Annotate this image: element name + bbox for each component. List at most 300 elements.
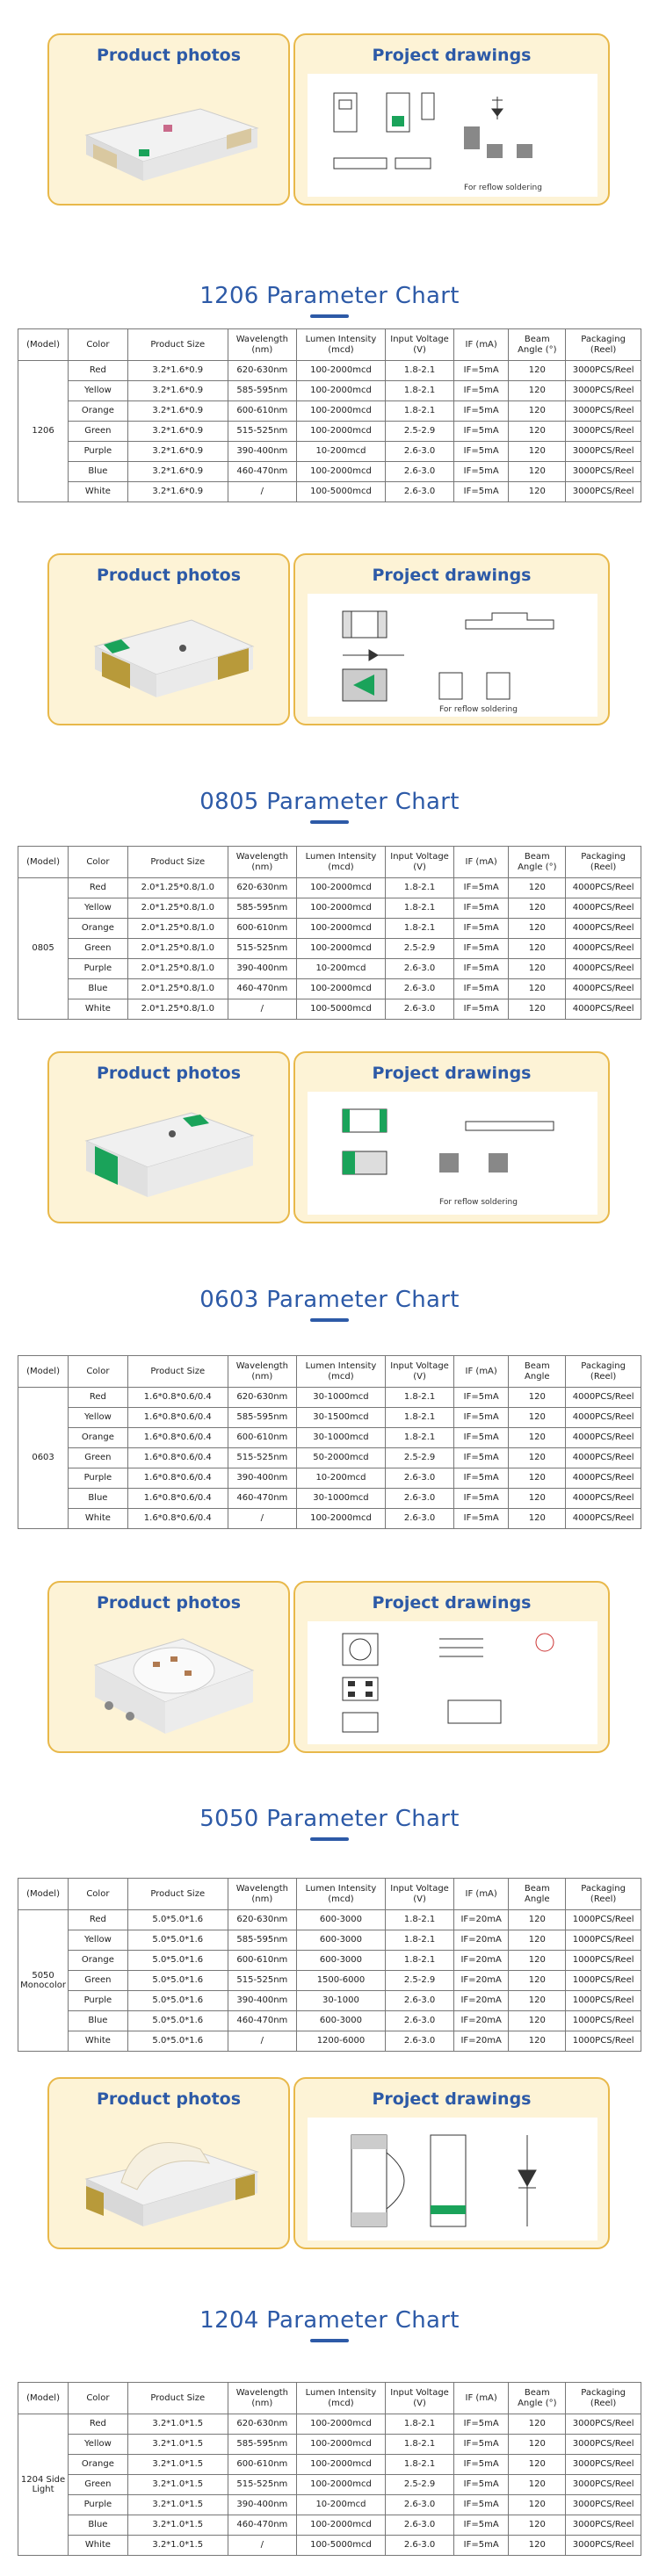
project-drawings-title: Project drawings <box>372 2089 532 2109</box>
table-cell: 515-525nm <box>228 422 296 442</box>
table-cell: 515-525nm <box>228 939 296 959</box>
title-underline <box>310 2339 349 2342</box>
table-row <box>18 2536 641 2556</box>
project-drawings-card <box>293 2077 610 2249</box>
table-cell: 120 <box>509 381 566 401</box>
table-cell: IF=20mA <box>454 1971 509 1991</box>
table-cell: 4000PCS/Reel <box>566 959 641 979</box>
table-cell: 2.6-3.0 <box>386 1489 454 1509</box>
table-cell: Blue <box>69 2515 128 2536</box>
table-cell: 1.8-2.1 <box>386 381 454 401</box>
table-cell: 1.8-2.1 <box>386 919 454 939</box>
product-photos-title: Product photos <box>96 1064 242 1083</box>
model-cell: 5050 Monocolor <box>18 1910 69 2052</box>
table-cell: IF=5mA <box>454 2414 509 2435</box>
table-cell: 600-3000 <box>296 1930 385 1951</box>
table-cell: 1.8-2.1 <box>386 878 454 898</box>
product-photos-title: Product photos <box>96 46 242 65</box>
reflow-note: For reflow soldering <box>439 705 518 714</box>
table-cell: 120 <box>509 401 566 422</box>
column-header: Input Voltage (V) <box>386 847 454 878</box>
table-cell: IF=5mA <box>454 381 509 401</box>
table-cell: Red <box>69 878 128 898</box>
column-header: (Model) <box>18 1879 69 1910</box>
table-cell: 3.2*1.0*1.5 <box>127 2414 228 2435</box>
table-cell: 100-2000mcd <box>296 2515 385 2536</box>
table-cell: 10-200mcd <box>296 2495 385 2515</box>
table-cell: 4000PCS/Reel <box>566 1509 641 1529</box>
table-cell: 2.6-3.0 <box>386 2011 454 2031</box>
column-header: Color <box>69 329 128 361</box>
table-cell: 3000PCS/Reel <box>566 2495 641 2515</box>
table-cell: 100-2000mcd <box>296 422 385 442</box>
table-cell: / <box>228 2031 296 2052</box>
table-cell: 3000PCS/Reel <box>566 2455 641 2475</box>
column-header: Color <box>69 1879 128 1910</box>
table-cell: 2.6-3.0 <box>386 2515 454 2536</box>
table-row <box>18 2455 641 2475</box>
table-cell: Red <box>69 361 128 381</box>
table-cell: IF=5mA <box>454 2475 509 2495</box>
table-cell: 3.2*1.6*0.9 <box>127 401 228 422</box>
title-underline <box>310 820 349 824</box>
table-cell: Green <box>69 1448 128 1468</box>
table-cell: 1500-6000 <box>296 1971 385 1991</box>
table-cell: 2.6-3.0 <box>386 442 454 462</box>
table-cell: 620-630nm <box>228 1388 296 1408</box>
table-cell: IF=5mA <box>454 442 509 462</box>
table-cell: Blue <box>69 1489 128 1509</box>
led-5050-photo <box>69 1621 271 1743</box>
table-cell: IF=5mA <box>454 1408 509 1428</box>
table-cell: IF=5mA <box>454 401 509 422</box>
table-cell: 100-2000mcd <box>296 878 385 898</box>
column-header: (Model) <box>18 329 69 361</box>
table-row <box>18 1428 641 1448</box>
table-cell: 1000PCS/Reel <box>566 2011 641 2031</box>
table-cell: IF=20mA <box>454 1951 509 1971</box>
table-cell: 120 <box>509 999 566 1020</box>
model-cell: 1206 <box>18 361 69 502</box>
table-cell: 100-2000mcd <box>296 2414 385 2435</box>
table-cell: 3000PCS/Reel <box>566 482 641 502</box>
table-cell: IF=5mA <box>454 939 509 959</box>
table-cell: 2.6-3.0 <box>386 1991 454 2011</box>
table-cell: 3.2*1.6*0.9 <box>127 482 228 502</box>
column-header: Packaging (Reel) <box>566 847 641 878</box>
table-cell: 2.6-3.0 <box>386 2495 454 2515</box>
table-cell: 120 <box>509 2414 566 2435</box>
table-cell: 100-2000mcd <box>296 381 385 401</box>
table-cell: IF=5mA <box>454 1489 509 1509</box>
table-cell: 3.2*1.0*1.5 <box>127 2515 228 2536</box>
table-cell: 585-595nm <box>228 1408 296 1428</box>
table-row <box>18 442 641 462</box>
table-row <box>18 361 641 381</box>
column-header: Lumen Intensity (mcd) <box>296 1356 385 1388</box>
table-cell: 2.6-3.0 <box>386 999 454 1020</box>
table-cell: IF=5mA <box>454 1388 509 1408</box>
table-row <box>18 1489 641 1509</box>
table-cell: 600-610nm <box>228 1428 296 1448</box>
project-drawings-card <box>293 1581 610 1753</box>
column-header: Color <box>69 847 128 878</box>
table-cell: Yellow <box>69 2435 128 2455</box>
table-cell: 2.0*1.25*0.8/1.0 <box>127 979 228 999</box>
table-cell: 30-1000mcd <box>296 1489 385 1509</box>
table-cell: IF=5mA <box>454 878 509 898</box>
table-cell: 2.5-2.9 <box>386 2475 454 2495</box>
table-cell: 120 <box>509 939 566 959</box>
table-row <box>18 1509 641 1529</box>
table-cell: Orange <box>69 1951 128 1971</box>
table-cell: 30-1000mcd <box>296 1388 385 1408</box>
column-header: IF (mA) <box>454 2383 509 2414</box>
chart-title-0603: 0603 Parameter Chart <box>199 1287 460 1313</box>
table-cell: 3.2*1.0*1.5 <box>127 2536 228 2556</box>
column-header: Packaging (Reel) <box>566 1879 641 1910</box>
table-cell: 120 <box>509 462 566 482</box>
table-cell: 120 <box>509 979 566 999</box>
column-header: Lumen Intensity (mcd) <box>296 329 385 361</box>
table-cell: 4000PCS/Reel <box>566 1428 641 1448</box>
table-cell: IF=5mA <box>454 2455 509 2475</box>
column-header: Packaging (Reel) <box>566 2383 641 2414</box>
table-row <box>18 2475 641 2495</box>
table-cell: 2.0*1.25*0.8/1.0 <box>127 898 228 919</box>
table-cell: 120 <box>509 2536 566 2556</box>
table-cell: Purple <box>69 1468 128 1489</box>
table-cell: 120 <box>509 422 566 442</box>
table-cell: 585-595nm <box>228 898 296 919</box>
table-cell: 1200-6000 <box>296 2031 385 2052</box>
chart-title-5050: 5050 Parameter Chart <box>199 1806 460 1832</box>
table-cell: 120 <box>509 878 566 898</box>
table-row <box>18 1971 641 1991</box>
table-cell: White <box>69 1509 128 1529</box>
column-header: Lumen Intensity (mcd) <box>296 1879 385 1910</box>
table-cell: 100-2000mcd <box>296 401 385 422</box>
table-cell: 620-630nm <box>228 361 296 381</box>
table-cell: Blue <box>69 462 128 482</box>
table-row <box>18 2435 641 2455</box>
table-cell: 2.5-2.9 <box>386 939 454 959</box>
product-photos-card <box>47 2077 290 2249</box>
table-cell: 120 <box>509 2031 566 2052</box>
column-header: Product Size <box>127 847 228 878</box>
parameter-table-1204 <box>18 2382 641 2556</box>
cards-1204 <box>0 2077 659 2253</box>
table-cell: 460-470nm <box>228 979 296 999</box>
table-cell: 2.6-3.0 <box>386 482 454 502</box>
parameter-table-0603 <box>18 1355 641 1529</box>
table-cell: 3.2*1.6*0.9 <box>127 381 228 401</box>
table-cell: Green <box>69 1971 128 1991</box>
table-row <box>18 919 641 939</box>
table-cell: 100-2000mcd <box>296 979 385 999</box>
table-cell: 4000PCS/Reel <box>566 878 641 898</box>
table-cell: IF=20mA <box>454 1930 509 1951</box>
table-cell: 1.6*0.8*0.6/0.4 <box>127 1509 228 1529</box>
table-cell: 3.2*1.6*0.9 <box>127 361 228 381</box>
table-cell: 50-2000mcd <box>296 1448 385 1468</box>
table-cell: 100-2000mcd <box>296 919 385 939</box>
table-cell: 120 <box>509 2435 566 2455</box>
table-cell: 2.6-3.0 <box>386 2031 454 2052</box>
table-cell: 3.2*1.6*0.9 <box>127 442 228 462</box>
table-cell: 2.6-3.0 <box>386 979 454 999</box>
column-header: IF (mA) <box>454 847 509 878</box>
table-row <box>18 401 641 422</box>
table-row <box>18 1930 641 1951</box>
table-cell: 10-200mcd <box>296 959 385 979</box>
table-cell: 390-400nm <box>228 1468 296 1489</box>
table-cell: Green <box>69 2475 128 2495</box>
table-cell: 2.5-2.9 <box>386 1448 454 1468</box>
table-cell: 120 <box>509 1991 566 2011</box>
table-row <box>18 2011 641 2031</box>
column-header: Input Voltage (V) <box>386 329 454 361</box>
table-row <box>18 979 641 999</box>
table-cell: 2.6-3.0 <box>386 1468 454 1489</box>
table-cell: 30-1000mcd <box>296 1428 385 1448</box>
table-cell: 100-2000mcd <box>296 939 385 959</box>
led-1206-photo <box>69 74 271 195</box>
model-cell: 1204 Side Light <box>18 2414 69 2556</box>
table-cell: 3000PCS/Reel <box>566 2414 641 2435</box>
table-cell: 30-1500mcd <box>296 1408 385 1428</box>
chart-title-1206: 1206 Parameter Chart <box>199 283 460 309</box>
table-header-row <box>18 329 641 361</box>
table-cell: 1000PCS/Reel <box>566 1930 641 1951</box>
table-cell: 2.5-2.9 <box>386 1971 454 1991</box>
table-cell: IF=5mA <box>454 2536 509 2556</box>
table-cell: 390-400nm <box>228 1991 296 2011</box>
cards-0603 <box>0 1051 659 1227</box>
table-cell: 100-2000mcd <box>296 2435 385 2455</box>
drawing-5050 <box>308 1621 597 1744</box>
chart-title-1204: 1204 Parameter Chart <box>199 2307 460 2334</box>
table-cell: 585-595nm <box>228 1930 296 1951</box>
table-cell: 3000PCS/Reel <box>566 361 641 381</box>
table-cell: IF=5mA <box>454 462 509 482</box>
table-cell: 620-630nm <box>228 878 296 898</box>
column-header: IF (mA) <box>454 1356 509 1388</box>
column-header: IF (mA) <box>454 329 509 361</box>
table-cell: 120 <box>509 1468 566 1489</box>
table-cell: IF=5mA <box>454 1509 509 1529</box>
table-cell: / <box>228 482 296 502</box>
column-header: (Model) <box>18 1356 69 1388</box>
table-cell: 1000PCS/Reel <box>566 1951 641 1971</box>
table-cell: 100-2000mcd <box>296 462 385 482</box>
column-header: Input Voltage (V) <box>386 2383 454 2414</box>
table-cell: 1.6*0.8*0.6/0.4 <box>127 1388 228 1408</box>
table-cell: 1.8-2.1 <box>386 2414 454 2435</box>
column-header: Input Voltage (V) <box>386 1879 454 1910</box>
column-header: (Model) <box>18 2383 69 2414</box>
table-cell: 2.0*1.25*0.8/1.0 <box>127 999 228 1020</box>
table-cell: 600-610nm <box>228 1951 296 1971</box>
table-cell: 5.0*5.0*1.6 <box>127 1991 228 2011</box>
table-cell: Purple <box>69 959 128 979</box>
table-cell: 30-1000 <box>296 1991 385 2011</box>
table-cell: 460-470nm <box>228 1489 296 1509</box>
table-cell: 2.6-3.0 <box>386 462 454 482</box>
table-cell: 120 <box>509 1489 566 1509</box>
table-cell: 515-525nm <box>228 1448 296 1468</box>
table-cell: 5.0*5.0*1.6 <box>127 1971 228 1991</box>
column-header: Wavelength (nm) <box>228 1356 296 1388</box>
table-cell: 3000PCS/Reel <box>566 422 641 442</box>
table-cell: White <box>69 2536 128 2556</box>
table-cell: 3.2*1.6*0.9 <box>127 462 228 482</box>
table-cell: Yellow <box>69 898 128 919</box>
table-cell: IF=20mA <box>454 1910 509 1930</box>
table-cell: 2.6-3.0 <box>386 1509 454 1529</box>
table-cell: 4000PCS/Reel <box>566 939 641 959</box>
table-cell: 2.0*1.25*0.8/1.0 <box>127 959 228 979</box>
table-cell: 120 <box>509 2495 566 2515</box>
table-cell: 5.0*5.0*1.6 <box>127 2011 228 2031</box>
column-header: (Model) <box>18 847 69 878</box>
table-cell: 4000PCS/Reel <box>566 999 641 1020</box>
table-cell: 120 <box>509 482 566 502</box>
column-header: Beam Angle <box>509 1879 566 1910</box>
column-header: Wavelength (nm) <box>228 329 296 361</box>
parameter-table-0805 <box>18 846 641 1020</box>
table-cell: 460-470nm <box>228 462 296 482</box>
table-cell: 120 <box>509 1388 566 1408</box>
table-cell: 4000PCS/Reel <box>566 979 641 999</box>
table-cell: 2.6-3.0 <box>386 2536 454 2556</box>
table-cell: 10-200mcd <box>296 442 385 462</box>
column-header: Lumen Intensity (mcd) <box>296 2383 385 2414</box>
led-0805-photo <box>69 594 271 715</box>
table-cell: Purple <box>69 1991 128 2011</box>
table-cell: IF=5mA <box>454 1448 509 1468</box>
table-cell: 3000PCS/Reel <box>566 2536 641 2556</box>
table-cell: 120 <box>509 1910 566 1930</box>
table-cell: White <box>69 999 128 1020</box>
table-cell: 2.0*1.25*0.8/1.0 <box>127 939 228 959</box>
table-cell: 100-5000mcd <box>296 482 385 502</box>
table-cell: 2.0*1.25*0.8/1.0 <box>127 919 228 939</box>
table-cell: 1.8-2.1 <box>386 2435 454 2455</box>
table-cell: 1.8-2.1 <box>386 1930 454 1951</box>
table-cell: 585-595nm <box>228 381 296 401</box>
project-drawings-card <box>293 33 610 206</box>
table-cell: 100-2000mcd <box>296 2455 385 2475</box>
project-drawings-title: Project drawings <box>372 566 532 585</box>
table-cell: IF=5mA <box>454 999 509 1020</box>
table-row <box>18 999 641 1020</box>
table-cell: 600-610nm <box>228 2455 296 2475</box>
table-row <box>18 422 641 442</box>
table-cell: IF=5mA <box>454 898 509 919</box>
table-cell: IF=5mA <box>454 2515 509 2536</box>
table-cell: Blue <box>69 979 128 999</box>
table-cell: IF=5mA <box>454 959 509 979</box>
table-header-row <box>18 847 641 878</box>
table-cell: 3000PCS/Reel <box>566 2515 641 2536</box>
table-cell: 1.6*0.8*0.6/0.4 <box>127 1408 228 1428</box>
table-cell: 120 <box>509 442 566 462</box>
table-row <box>18 878 641 898</box>
table-cell: Yellow <box>69 1408 128 1428</box>
drawing-1204 <box>308 2118 597 2240</box>
table-cell: 1.8-2.1 <box>386 401 454 422</box>
table-cell: 1.8-2.1 <box>386 2455 454 2475</box>
table-cell: 120 <box>509 361 566 381</box>
project-drawings-card <box>293 553 610 725</box>
table-row <box>18 482 641 502</box>
column-header: Wavelength (nm) <box>228 847 296 878</box>
table-cell: Yellow <box>69 381 128 401</box>
table-cell: 120 <box>509 1448 566 1468</box>
chart-title-0805: 0805 Parameter Chart <box>199 789 460 815</box>
table-cell: Yellow <box>69 1930 128 1951</box>
table-header-row <box>18 1356 641 1388</box>
table-cell: Orange <box>69 401 128 422</box>
table-cell: 120 <box>509 959 566 979</box>
product-photos-card <box>47 33 290 206</box>
column-header: Product Size <box>127 1879 228 1910</box>
table-cell: IF=20mA <box>454 2011 509 2031</box>
table-cell: 100-2000mcd <box>296 361 385 381</box>
table-cell: Purple <box>69 442 128 462</box>
table-cell: Red <box>69 1388 128 1408</box>
project-drawings-card <box>293 1051 610 1223</box>
led-0603-photo <box>69 1092 271 1213</box>
table-cell: 620-630nm <box>228 2414 296 2435</box>
product-photos-card <box>47 553 290 725</box>
table-cell: 585-595nm <box>228 2435 296 2455</box>
product-photos-title: Product photos <box>96 1593 242 1613</box>
table-cell: IF=5mA <box>454 2495 509 2515</box>
column-header: Beam Angle (°) <box>509 847 566 878</box>
drawing-0805 <box>308 594 597 717</box>
table-cell: Orange <box>69 919 128 939</box>
table-row <box>18 1910 641 1930</box>
table-cell: 100-2000mcd <box>296 1509 385 1529</box>
table-cell: 5.0*5.0*1.6 <box>127 1930 228 1951</box>
table-cell: 1000PCS/Reel <box>566 1910 641 1930</box>
table-row <box>18 959 641 979</box>
column-header: Color <box>69 2383 128 2414</box>
table-row <box>18 1448 641 1468</box>
table-cell: 1.8-2.1 <box>386 1910 454 1930</box>
table-cell: Red <box>69 1910 128 1930</box>
table-cell: Green <box>69 422 128 442</box>
table-cell: 390-400nm <box>228 442 296 462</box>
table-cell: 600-610nm <box>228 401 296 422</box>
table-cell: 1000PCS/Reel <box>566 1971 641 1991</box>
drawing-0603 <box>308 1092 597 1215</box>
table-cell: White <box>69 482 128 502</box>
table-cell: IF=5mA <box>454 979 509 999</box>
table-cell: / <box>228 1509 296 1529</box>
model-cell: 0603 <box>18 1388 69 1529</box>
table-cell: 1000PCS/Reel <box>566 2031 641 2052</box>
table-cell: 3.2*1.6*0.9 <box>127 422 228 442</box>
table-cell: 1.8-2.1 <box>386 1408 454 1428</box>
column-header: IF (mA) <box>454 1879 509 1910</box>
table-cell: 3.2*1.0*1.5 <box>127 2495 228 2515</box>
table-cell: 100-5000mcd <box>296 2536 385 2556</box>
reflow-note: For reflow soldering <box>464 184 542 192</box>
table-cell: 515-525nm <box>228 1971 296 1991</box>
